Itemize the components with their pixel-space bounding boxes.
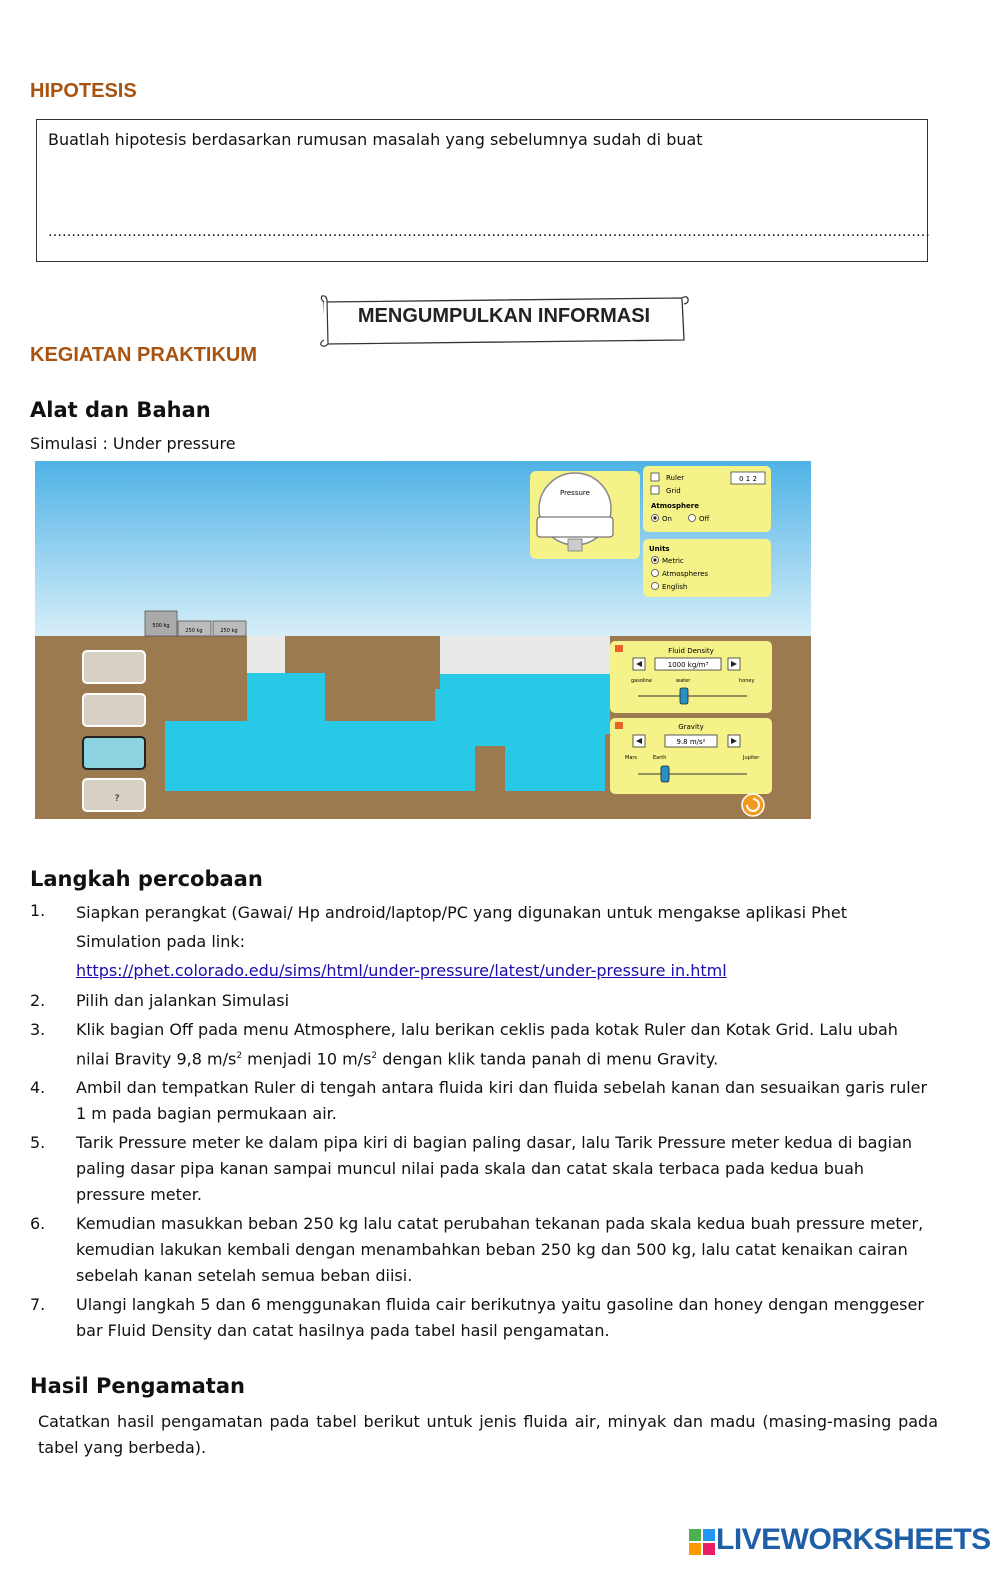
left-pipe-air [247,636,285,673]
under-pressure-simulation [35,461,811,819]
superscript: 2 [236,1051,243,1061]
step-text: Siapkan perangkat (Gawai/ Hp android/laptop/PC yang digunakan untuk mengakse aplikasi Phet Simulation pada link: [76,903,848,951]
step-text: dengan klik tanda panah di menu Gravity. [377,1049,719,1069]
banner-title: MENGUMPULKAN INFORMASI [357,305,651,327]
honey-label: honey [739,678,755,684]
step-item [30,1292,930,1344]
step-item [30,1075,930,1127]
fluid-density-value: 1000 kg/m³ [667,661,709,669]
gasoline-label: gasoline [631,678,652,684]
gravity-slider [661,766,669,782]
scene-button-2 [83,694,145,726]
mystery-label: ? [114,794,120,804]
step-text: Pilih dan jalankan Simulasi [76,991,290,1010]
hipotesis-heading: HIPOTESIS [30,80,137,102]
step-number: 1. [30,901,46,920]
reset-icon [742,794,764,816]
earth-label: Earth [653,755,667,761]
atmospheres-label: Atmospheres [662,570,709,578]
on-label: On [662,515,672,523]
step-number: 5. [30,1133,46,1153]
step-text: Ulangi langkah 5 dan 6 menggunakan fluida cair berikutnya yaitu gasoline dan honey dengan menggeser bar Fluid Density dan catat hasilnya pada tabel hasil pengamatan. [76,1295,924,1341]
hasil-heading: Hasil Pengamatan [30,1374,245,1398]
pressure-gauge-label: Pressure [560,489,590,497]
grid-label: Grid [666,487,681,495]
steps-list [30,898,930,1347]
liveworksheets-icon [688,1528,716,1556]
step-text: Klik bagian Off pada menu Atmosphere, lalu berikan ceklis pada kotak Ruler dan Kotak Grid. Lalu ubah nilai Bravity 9,8 m/s [76,1020,898,1069]
weight-250b-label: 250 kg [220,628,238,634]
step-text: menjadi 10 m/s [242,1049,372,1069]
phet-link[interactable]: https://phet.colorado.edu/sims/html/under-pressure/latest/under-pressure in.html [76,961,727,980]
english-label: English [662,583,688,591]
right-pool-air [440,636,610,674]
water-label: water [676,678,691,684]
step-number: 4. [30,1078,46,1098]
hipotesis-answer-line[interactable]: ……………………………………………………………………………………………………………………………………………………………………… [48,224,930,240]
scene-button-3 [83,737,145,769]
weight-500-label: 500 kg [152,623,170,629]
step-text: Tarik Pressure meter ke dalam pipa kiri di bagian paling dasar, lalu Tarik Pressure meter kedua di bagian paling dasar pipa kanan sampai muncul nilai pada skala dan catat skala terbaca pada kedua buah pressure meter. [76,1133,913,1205]
step-item [30,1017,930,1072]
step-number: 6. [30,1214,46,1234]
metric-label: Metric [662,557,684,565]
weight-250a-label: 250 kg [185,628,203,634]
hasil-text: Catatkan hasil pengamatan pada tabel berikut untuk jenis fluida air, minyak dan madu (masing-masing pada tabel yang berbeda). [38,1412,938,1457]
scene-button-1 [83,651,145,683]
gravity-label: Gravity [678,723,704,731]
fluid-density-slider [680,688,688,704]
alat-heading: Alat dan Bahan [30,398,211,422]
step-number: 3. [30,1020,46,1039]
jupiter-label: Jupiter [743,755,760,761]
step-item [30,1211,930,1289]
step-item [30,1130,930,1208]
units-label: Units [649,545,670,553]
langkah-heading: Langkah percobaan [30,867,263,891]
atmosphere-label: Atmosphere [651,502,699,510]
gravity-value: 9.8 m/s² [676,738,706,746]
superscript: 2 [371,1051,378,1061]
step-number: 2. [30,991,46,1010]
step-item [30,898,930,985]
step-item [30,988,930,1014]
step-text: Ambil dan tempatkan Ruler di tengah antara fluida kiri dan fluida sebelah kanan dan sesuaikan garis ruler 1 m pada bagian permukaan air. [76,1078,928,1124]
kegiatan-heading: KEGIATAN PRAKTIKUM [30,344,258,366]
fluid-density-label: Fluid Density [668,647,714,655]
off-label: Off [699,515,710,523]
ruler-label: Ruler [666,474,685,482]
step-number: 7. [30,1295,46,1315]
counter-label: 0 1 2 [739,475,757,483]
liveworksheets-text: LIVEWORKSHEETS [716,1523,991,1556]
hipotesis-prompt: Buatlah hipotesis berdasarkan rumusan masalah yang sebelumnya sudah di buat [48,130,703,149]
step-text: Kemudian masukkan beban 250 kg lalu catat perubahan tekanan pada skala kedua buah pressure meter, kemudian lakukan kembali dengan menambahkan beban 250 kg dan 500 kg, lalu catat kenaikan cairan sebelah kanan setelah semua beban diisi. [76,1214,924,1286]
mars-label: Mars [625,755,638,761]
alat-subtitle: Simulasi : Under pressure [30,434,236,453]
